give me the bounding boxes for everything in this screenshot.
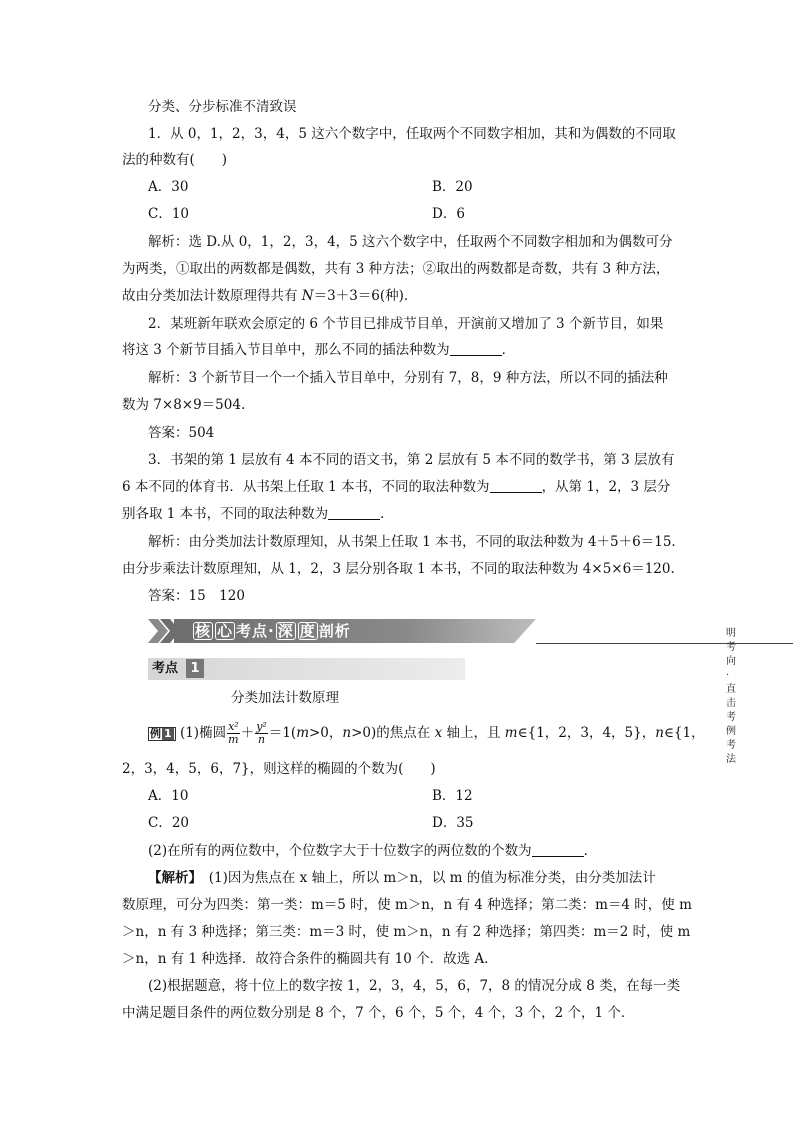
- example1-solution-line3: ＞n，n 有 3 种选择；第三类：m＝3 时，使 m＞n，n 有 2 种选择；第四类：m＝2 时，使 m: [122, 924, 691, 940]
- example-tag-label: 例: [150, 727, 161, 740]
- q2-period: ．: [501, 342, 516, 358]
- example-tag: [148, 727, 176, 741]
- example1-text: 轴上，且: [442, 725, 505, 741]
- example1-line2: 2，3，4，5，6，7}，则这样的椭圆的个数为( ): [122, 761, 436, 777]
- example1-text: >0，: [309, 725, 343, 741]
- variable: n: [342, 725, 352, 741]
- q3-answer: 答案：15 120: [148, 588, 245, 604]
- banner-char-boxed: 心: [217, 622, 234, 640]
- fraction-y-n: [255, 721, 268, 746]
- example1-line1: 例 1 (1)椭圆 $\frac{\text{x²}}{m}$ ＋ $\frac{\text{y²}}{n}$ ＝1(m>0，n>0)的焦点在 x 轴上，且 m∈{1，2，3，4，5}，n∈{1，: [150, 720, 705, 746]
- q3-stem-text-b: ，从第 1，2，3 层分: [541, 479, 671, 495]
- q2-stem-line2: [122, 341, 515, 359]
- kaodian-label: 考点: [152, 661, 179, 676]
- q3-solution-line1: 解析：由分类加法计数原理知，从书架上任取 1 本书，不同的取法种数为 4＋5＋6＝15.: [148, 534, 676, 550]
- variable: m: [296, 725, 309, 741]
- q1-option-d: D．6: [432, 206, 465, 222]
- banner-rule: [536, 643, 793, 644]
- q1-solution-result: ＝3＋3＝6(种)．: [313, 288, 418, 304]
- solution-text: (1)因为焦点在 x 轴上，所以 m＞n，以 m 的值为标准分类，由分类加法计: [208, 870, 656, 886]
- q3-stem-line1: 3．书架的第 1 层放有 4 本不同的语文书，第 2 层放有 5 本不同的数学书，第 3 层放有: [148, 452, 675, 468]
- q3-stem-line3: [122, 505, 394, 523]
- answer-blank: [490, 478, 542, 493]
- example1-text: ＝1(: [268, 725, 297, 741]
- q1-variable-n: N: [301, 288, 314, 304]
- kaodian-bar: [148, 658, 465, 680]
- q1-solution-line1: 解析：选 D.从 0，1，2，3，4，5 这六个数字中，任取两个不同数字相加和为偶数可分: [148, 234, 673, 250]
- variable: m: [504, 725, 518, 741]
- kaodian-title: 分类加法计数原理: [231, 690, 339, 706]
- example1-text: >0)的焦点在: [351, 725, 435, 741]
- q3-stem-text-a: 6 本不同的体育书．从书架上任取 1 本书，不同的取法种数为: [122, 479, 490, 495]
- q1-solution-text: 故由分类加法计数原理得共有: [122, 288, 302, 304]
- ex1-option-b: B．12: [432, 788, 473, 804]
- section-heading: 分类、分步标准不清致误: [148, 99, 297, 115]
- banner-text: 剖析: [318, 622, 351, 640]
- fraction-numerator: x²: [228, 720, 239, 733]
- example1-solution-line1: [148, 869, 656, 887]
- q1-option-c: C．10: [148, 206, 190, 222]
- banner-tagline: 明考向 · 直击考例考法: [726, 628, 736, 765]
- banner-char-boxed: 度: [299, 622, 316, 640]
- example1-period: ．: [583, 843, 598, 859]
- example1-part2: [148, 842, 597, 860]
- example1-solution-line2: 数原理，可分为四类：第一类：m＝5 时，使 m＞n，n 有 4 种选择；第二类：m＝4 时，使 m: [122, 897, 692, 913]
- banner-char-boxed: 深: [277, 622, 294, 640]
- variable: x: [434, 725, 443, 741]
- answer-blank: [532, 842, 584, 857]
- banner-char-boxed: 核: [195, 622, 212, 640]
- fraction-numerator: y²: [256, 720, 267, 733]
- q1-solution-line2: 为两类，①取出的两数都是偶数，共有 3 种方法；②取出的两数都是奇数，共有 3 种方法，: [122, 261, 670, 277]
- q2-stem-text: 将这 3 个新节目插入节目单中，那么不同的插法种数为: [122, 342, 450, 358]
- q1-option-b: B．20: [432, 179, 473, 195]
- ex1-option-d: D．35: [432, 815, 474, 831]
- q2-stem-line1: 2．某班新年联欢会原定的 6 个节目已排成节目单，开演前又增加了 3 个新节目，如果: [148, 316, 664, 332]
- q3-solution-line2: 由分步乘法计数原理知，从 1，2，3 层分别各取 1 本书，不同的取法种数为 4×5×6＝120.: [122, 561, 675, 577]
- fraction-denominator: m: [228, 733, 239, 746]
- q2-solution-line1: 解析：3 个新节目一个一个插入节目单中，分别有 7，8，9 种方法，所以不同的插法种: [148, 370, 668, 386]
- example1-text: ∈{1，: [663, 725, 705, 741]
- q3-period: ．: [380, 506, 394, 522]
- q1-stem-line2: 法的种数有( ): [122, 152, 228, 168]
- q1-option-a: A．30: [148, 179, 189, 195]
- answer-blank: [450, 341, 502, 356]
- example1-text: ∈{1，2，3，4，5}，: [517, 725, 656, 741]
- example1-text: (1)椭圆: [179, 725, 227, 741]
- ex1-option-c: C．20: [148, 815, 190, 831]
- answer-blank: [328, 505, 380, 520]
- variable: n: [655, 725, 664, 741]
- q3-stem-line2: [122, 478, 670, 496]
- q1-stem-line1: 1．从 0，1，2，3，4，5 这六个数字中，任取两个不同数字相加，其和为偶数的不同取: [148, 126, 676, 142]
- banner-text: 考点·: [236, 622, 275, 640]
- example1-solution-line5: (2)根据题意，将十位上的数字按 1，2，3，4，5，6，7，8 的情况分成 8 类，在每一类: [148, 978, 681, 994]
- fraction-x-m: [227, 721, 240, 746]
- q3-stem-text-c: 别各取 1 本书，不同的取法种数为: [122, 506, 329, 522]
- example-tag-number: 1: [164, 727, 172, 740]
- example1-part2-text: (2)在所有的两位数中，个位数字大于十位数字的两位数的个数为: [148, 843, 532, 859]
- fraction-denominator: n: [257, 733, 266, 746]
- ex1-option-a: A．10: [148, 788, 189, 804]
- q2-answer: 答案：504: [148, 425, 215, 441]
- example1-solution-line4: ＞n，n 有 1 种选择．故符合条件的椭圆共有 10 个．故选 A.: [122, 951, 489, 967]
- q2-solution-line2: 数为 7×8×9＝504.: [122, 397, 246, 413]
- example1-solution-line6: 中满足题目条件的两位数分别是 8 个，7 个，6 个，5 个，4 个，3 个，2 个，1 个．: [122, 1005, 635, 1021]
- q1-solution-line3: [122, 287, 417, 305]
- banner-title: [192, 621, 351, 641]
- solution-tag: 【解析】: [148, 870, 196, 886]
- kaodian-number: 1: [186, 659, 204, 678]
